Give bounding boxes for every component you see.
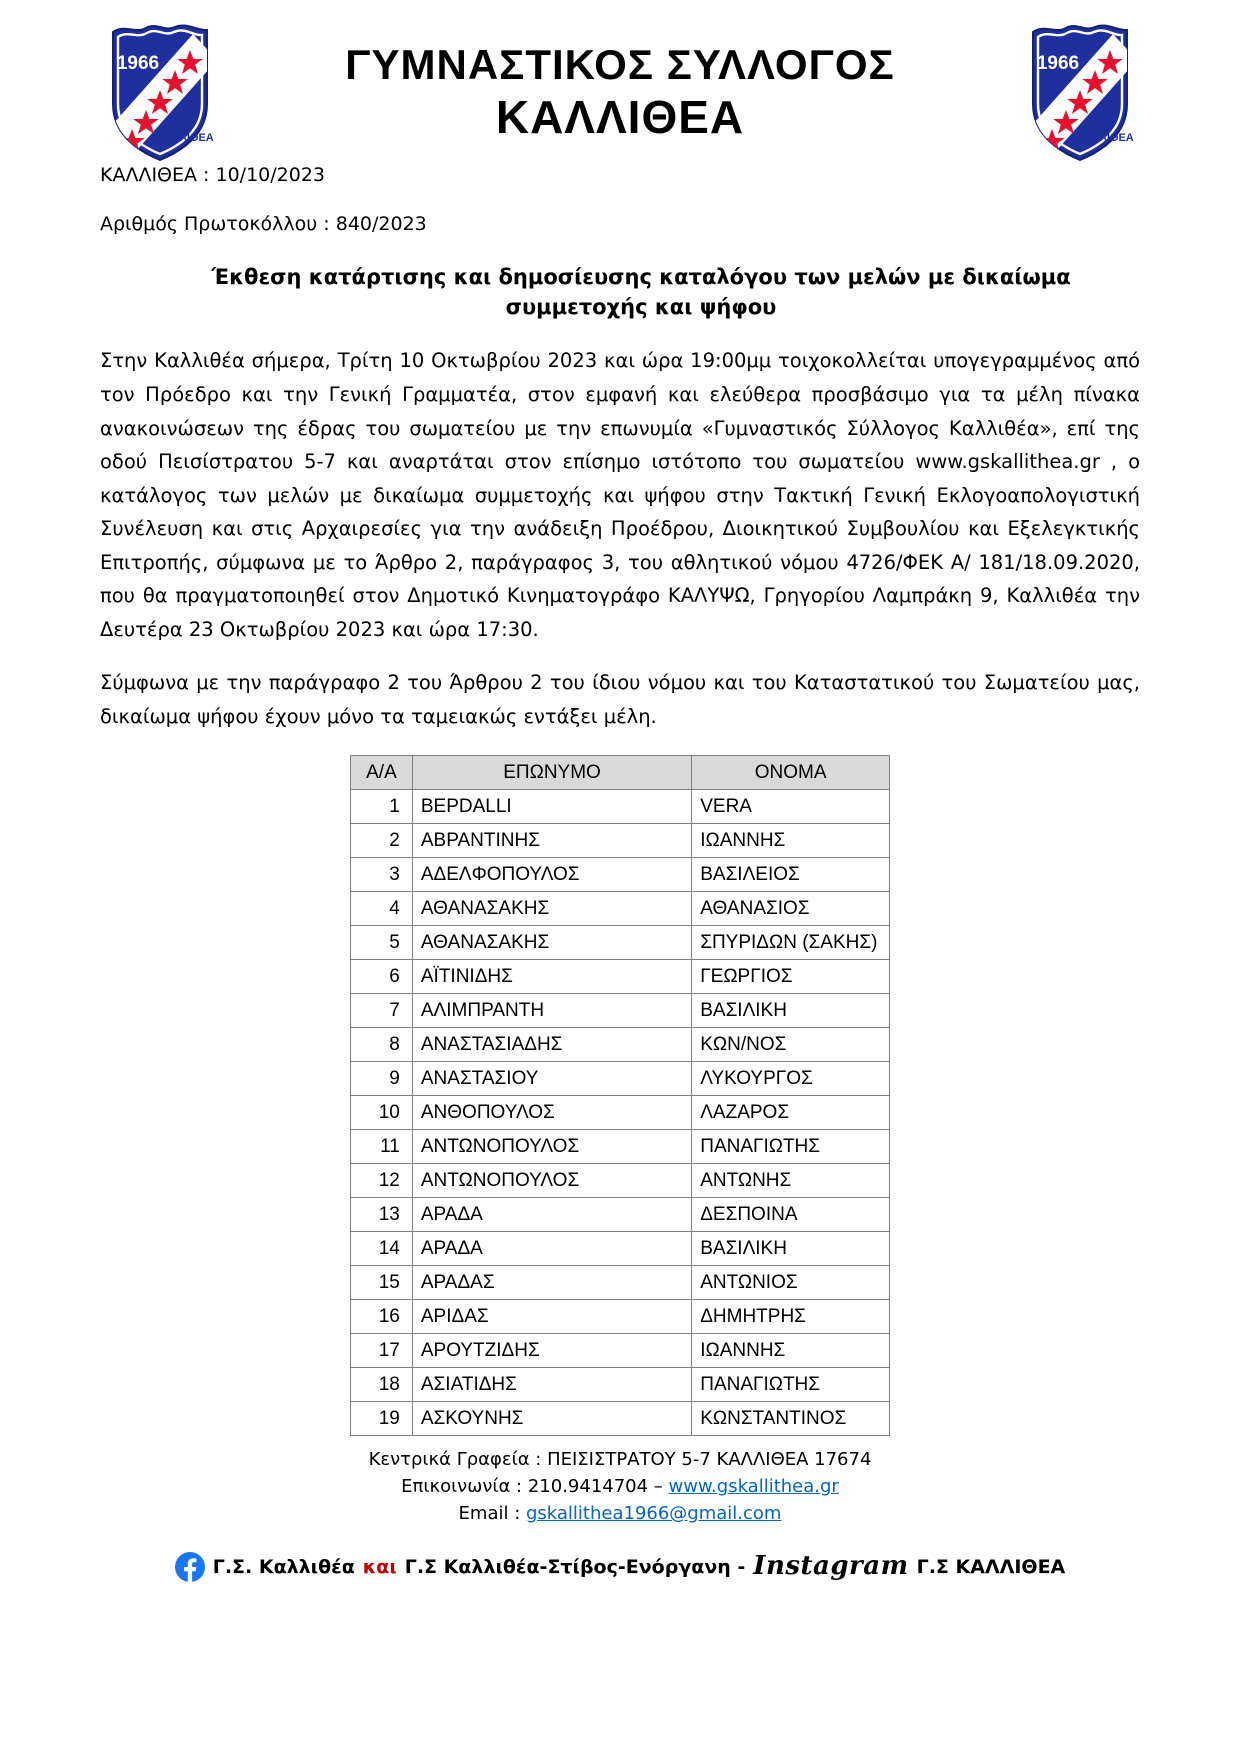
column-header-lastname: ΕΠΩΝΥΜΟ [412,756,691,790]
table-row [351,1062,890,1096]
document-meta [0,164,1240,236]
cell-lastname: BEPDALLI [412,790,691,824]
cell-lastname: ΑΡΑΔΑΣ [412,1266,691,1300]
table-row [351,790,890,824]
cell-index: 15 [351,1266,413,1300]
page-title: Έκθεση κατάρτισης και δημοσίευσης καταλόγου των μελών με δικαίωμα συμμετοχής και ψήφου [211,264,1071,320]
cell-firstname: ΛΥΚΟΥΡΓΟΣ [692,1062,890,1096]
cell-lastname: ΑΡΟΥΤΖΙΔΗΣ [412,1334,691,1368]
footer-contact-line [0,1473,1240,1500]
logo-name-text: ΚΑΛΛΙΘΕΑ [156,132,214,144]
cell-firstname: ΛΑΖΑΡΟΣ [692,1096,890,1130]
table-row [351,1368,890,1402]
cell-firstname: ΙΩΑΝΝΗΣ [692,824,890,858]
table-row [351,1334,890,1368]
cell-index: 19 [351,1402,413,1436]
table-row [351,994,890,1028]
table-row [351,926,890,960]
members-table-container [350,755,890,1436]
table-row [351,1266,890,1300]
cell-lastname: ΑΝΤΩΝΟΠΟΥΛΟΣ [412,1164,691,1198]
cell-lastname: ΑΡΑΔΑ [412,1232,691,1266]
table-row [351,1232,890,1266]
cell-index: 11 [351,1130,413,1164]
cell-index: 6 [351,960,413,994]
protocol-line: Αριθμός Πρωτοκόλλου : 840/2023 [100,212,427,235]
shield-logo-icon [101,18,219,166]
cell-firstname: ΔΕΣΠΟΙΝΑ [692,1198,890,1232]
club-title-line2: ΚΑΛΛΙΘΕΑ [495,90,745,143]
table-row [351,1402,890,1436]
cell-firstname: ΑΝΤΩΝΙΟΣ [692,1266,890,1300]
cell-lastname: ΑΪΤΙΝΙΔΗΣ [412,960,691,994]
facebook-icon[interactable] [175,1552,205,1582]
club-logo-right [1020,18,1140,166]
cell-index: 18 [351,1368,413,1402]
cell-firstname: ΒΑΣΙΛΙΚΗ [692,1232,890,1266]
cell-firstname: VERA [692,790,890,824]
social-instagram-label[interactable]: Γ.Σ ΚΑΛΛΙΘΕΑ [916,1555,1066,1578]
shield-logo-icon [1021,18,1139,166]
members-table [350,755,890,1436]
members-table-body [351,790,890,1436]
cell-firstname: ΑΝΤΩΝΗΣ [692,1164,890,1198]
cell-lastname: ΑΒΡΑΝΤΙΝΗΣ [412,824,691,858]
social-links-row [0,1547,1240,1586]
cell-firstname: ΑΘΑΝΑΣΙΟΣ [692,892,890,926]
paragraph-voting-rights: Σύμφωνα με την παράγραφο 2 του Άρθρου 2 του ίδιου νόμου και του Καταστατικού του Σωματείου μας, δικαίωμα ψήφου έχουν μόνο τα ταμειακώς εντάξει μέλη. [100,671,1140,728]
cell-firstname: ΠΑΝΑΓΙΩΤΗΣ [692,1130,890,1164]
footer-email-prefix: Email : [458,1503,526,1525]
social-facebook-label-2[interactable]: Γ.Σ Καλλιθέα-Στίβος-Ενόργανη - [404,1555,746,1578]
cell-index: 2 [351,824,413,858]
email-link[interactable]: gskallithea1966@gmail.com [525,1503,782,1525]
social-facebook-label-1[interactable]: Γ.Σ. Καλλιθέα [212,1555,355,1578]
table-row [351,1164,890,1198]
cell-index: 3 [351,858,413,892]
cell-lastname: ΑΝΑΣΤΑΣΙΑΔΗΣ [412,1028,691,1062]
table-row [351,960,890,994]
logo-year-text: 1966 [1036,53,1080,74]
cell-index: 5 [351,926,413,960]
logo-year-text: 1966 [116,53,160,74]
footer-email-line [0,1500,1240,1527]
cell-firstname: ΙΩΑΝΝΗΣ [692,1334,890,1368]
table-row [351,1096,890,1130]
logo-initials-text: Γ.Σ [178,120,192,131]
cell-lastname: ΑΝΘΟΠΟΥΛΟΣ [412,1096,691,1130]
table-row [351,892,890,926]
cell-firstname: ΚΩΝΣΤΑΝΤΙΝΟΣ [692,1402,890,1436]
cell-firstname: ΔΗΜΗΤΡΗΣ [692,1300,890,1334]
document-footer [0,1446,1240,1586]
cell-lastname: ΑΝΤΩΝΟΠΟΥΛΟΣ [412,1130,691,1164]
logo-initials-text: Γ.Σ [1098,120,1112,131]
table-row [351,1130,890,1164]
cell-index: 4 [351,892,413,926]
cell-index: 16 [351,1300,413,1334]
club-title [220,18,1020,144]
cell-index: 1 [351,790,413,824]
cell-index: 8 [351,1028,413,1062]
cell-lastname: ΑΣΚΟΥΝΗΣ [412,1402,691,1436]
cell-lastname: ΑΔΕΛΦΟΠΟΥΛΟΣ [412,858,691,892]
cell-lastname: ΑΡΑΔΑ [412,1198,691,1232]
table-row [351,1198,890,1232]
footer-contact-prefix: Επικοινωνία : 210.9414704 – [401,1476,669,1498]
table-row [351,1028,890,1062]
document-header [0,0,1240,160]
cell-index: 13 [351,1198,413,1232]
club-title-line1: ΓΥΜΝΑΣΤΙΚΟΣ ΣΥΛΛΟΓΟΣ [345,41,895,88]
column-header-firstname: ΟΝΟΜΑ [692,756,890,790]
cell-firstname: ΠΑΝΑΓΙΩΤΗΣ [692,1368,890,1402]
cell-lastname: ΑΛΙΜΠΡΑΝΤΗ [412,994,691,1028]
cell-lastname: ΑΘΑΝΑΣΑΚΗΣ [412,892,691,926]
table-header-row [351,756,890,790]
table-row [351,1300,890,1334]
club-logo-left [100,18,220,166]
cell-lastname: ΑΝΑΣΤΑΣΙΟΥ [412,1062,691,1096]
cell-index: 10 [351,1096,413,1130]
table-row [351,824,890,858]
cell-lastname: ΑΘΑΝΑΣΑΚΗΣ [412,926,691,960]
logo-name-text: ΚΑΛΛΙΘΕΑ [1076,132,1134,144]
cell-firstname: ΚΩΝ/ΝΟΣ [692,1028,890,1062]
cell-index: 7 [351,994,413,1028]
instagram-wordmark-icon[interactable]: Instagram [753,1551,909,1582]
cell-firstname: ΒΑΣΙΛΙΚΗ [692,994,890,1028]
website-link[interactable]: www.gskallithea.gr [668,1476,839,1498]
footer-office-line: Κεντρικά Γραφεία : ΠΕΙΣΙΣΤΡΑΤΟΥ 5-7 ΚΑΛΛΙΘΕΑ 17674 [368,1449,872,1471]
cell-index: 17 [351,1334,413,1368]
place-date-line: ΚΑΛΛΙΘΕΑ : 10/10/2023 [100,164,326,186]
cell-index: 9 [351,1062,413,1096]
table-row [351,858,890,892]
paragraph-announcement: Στην Καλλιθέα σήμερα, Τρίτη 10 Οκτωβρίου 2023 και ώρα 19:00μμ τοιχοκολλείται υπογεγραμμένος από τον Πρόεδρο και την Γενική Γραμματέα, στον εμφανή και ελεύθερα προσβάσιμο για τα μέλη πίνακα ανακοινώσεων της έδρας του σωματείου με την επωνυμία «Γυμναστικός Σύλλογος Καλλιθέα», επί της οδού Πεισίστρατου 5-7 και αναρτάται στον επίσημο ιστότοπο του σωματείου www.gskallithea.gr , ο κατάλογος των μελών με δικαίωμα συμμετοχής και ψήφου στην Τακτική Γενική Εκλογοαπολογιστική Συνέλευση και στις Αρχαιρεσίες για την ανάδειξη Προέδρου, Διοικητικού Συμβουλίου και Εξελεγκτικής Επιτροπής, σύμφωνα με το Άρθρο 2, παράγραφος 3, του αθλητικού νόμου 4726/ΦΕΚ Α/ 181/18.09.2020, που θα πραγματοποιηθεί στον Δημοτικό Κινηματογράφο ΚΑΛΥΨΩ, Γρηγορίου Λαμπράκη 9, Καλλιθέα την Δευτέρα 23 Οκτωβρίου 2023 και ώρα 17:30. [100,349,1140,641]
cell-index: 12 [351,1164,413,1198]
cell-lastname: ΑΣΙΑΤΙΔΗΣ [412,1368,691,1402]
cell-firstname: ΣΠΥΡΙΔΩΝ (ΣΑΚΗΣ) [692,926,890,960]
column-header-index: Α/Α [351,756,413,790]
cell-lastname: ΑΡΙΔΑΣ [412,1300,691,1334]
cell-firstname: ΓΕΩΡΓΙΟΣ [692,960,890,994]
cell-index: 14 [351,1232,413,1266]
cell-firstname: ΒΑΣΙΛΕΙΟΣ [692,858,890,892]
members-table-head [351,756,890,790]
social-kai-label: και [362,1555,397,1578]
